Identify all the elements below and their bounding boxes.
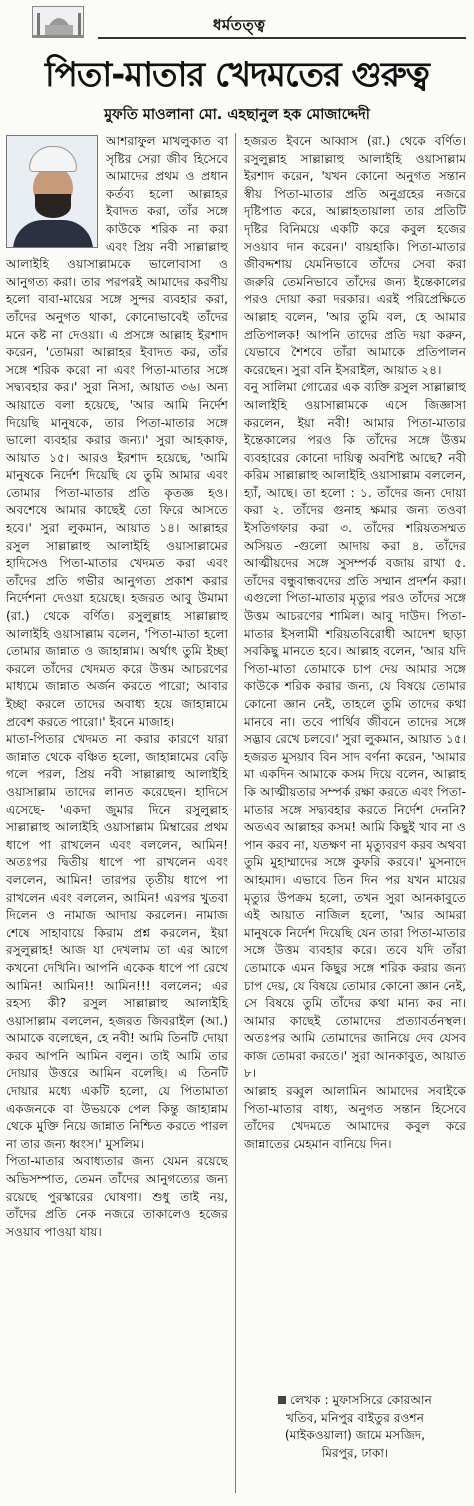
author-note xyxy=(244,1392,466,1462)
paragraph: মাতা-পিতার খেদমত না করার কারণে যারা জান্নাত থেকে বঞ্চিত হলো, জাহান্নামের বেড়ি গলে পরল, প্রিয় নবী সাল্লাল্লাহু আলাইহি ওয়াসাল্লাম তাদের লানত করেছেন। হাদিসে এসেছে- 'একদা জুমার দিনে রসুলুল্লাহ সাল্লাল্লাহু আলাইহি ওয়াসাল্লাম মিম্বারের প্রথম ধাপে পা রাখলেন এবং বললেন, আমিন! অতঃপর দ্বিতীয় ধাপে পা রাখলেন এবং বললেন, আমিন! তারপর তৃতীয় ধাপে পা রাখলেন এবং বললেন, আমিন! এরপর খুতবা দিলেন ও নামাজ আদায় করলেন। নামাজ শেষে সাহাবায়ে কিরাম প্রশ্ন করলেন, ইয়া রসুলুল্লাহ! আজ যা দেখলাম তা এর আগে কখনো দেখিনি। আপনি একেক ধাপে পা রেখে আমিন! আমিন!! আমিন!!! বললেন; এর রহস্য কী? রসুল সাল্লাল্লাহু আলাইহি ওয়াসাল্লাম বললেন, হজরত জিবরাইল (আ.) আমাকে বলেছেন, হে নবী! আমি তিনটি দোয়া করব আপনি আমিন বলুন। তাই আমি তার দোয়ার উত্তরে আমিন বলেছি। এ তিনটি দোয়ার মধ্যে একটি হলো, যে পিতামাতা একজনকে বা উভয়কে পেল কিন্তু জাহান্নাম থেকে মুক্তি নিয়ে জান্নাত নিশ্চিত করতে পারল না তার জন্য ধ্বংস।' মুসলিম। xyxy=(6,732,228,1151)
section-header xyxy=(8,4,466,44)
column-divider xyxy=(235,133,236,1493)
paragraph: বনু সালিমা গোত্রের এক ব্যক্তি রসুল সাল্লাল্লাহু আলাইহি ওয়াসাল্লামকে এসে জিজ্ঞাসা করলেন, ইয়া নবী! আমার পিতা-মাতার ইন্তেকালের পরও কি তাঁদের সঙ্গে উত্তম ব্যবহারের কোনো দায়িত্ব অবশিষ্ট আছে? নবী করিম সাল্লাল্লাহু আলাইহি ওয়াসাল্লাম বললেন, হ্যাঁ, আছে। তা হলো : ১. তাঁদের জন্য দোয়া করা ২. তাঁদের গুনাহ ক্ষমার জন্য তওবা ইসতিগফার করা ৩. তাঁদের শরিয়তসম্মত অসিয়ত -গুলো আদায় করা ৪. তাঁদের আত্মীয়দের সঙ্গে সুসম্পর্ক বজায় রাখা ৫. তাঁদের বন্ধুবান্ধবদের প্রতি সম্মান প্রদর্শন করা। এগুলো পিতা-মাতার মৃত্যুর পরও তাঁদের সঙ্গে উত্তম আচরণের শামিল। আবু দাউদ। পিতা-মাতার ইসলামী শরিয়তবিরোধী আদেশ ছাড়া সবকিছু মানতে হবে। আল্লাহ বলেন, 'আর যদি পিতা-মাতা তোমাকে চাপ দেয় আমার সঙ্গে কাউকে শরিক করার জন্য, যে বিষয়ে তোমার কোনো জ্ঞান নেই, তাহলে তুমি তাদের কথা মানবে না। তবে পার্থিব জীবনে তাদের সঙ্গে সদ্ভাব রেখে চলবে।' সুরা লুকমান, আয়াত ১৫। হজরত মুসয়াব বিন সাদ বর্ণনা করেন, 'আমার মা একদিন আমাকে কসম দিয়ে বলেন, আল্লাহ কি আত্মীয়তার সম্পর্ক রক্ষা করতে এবং পিতা-মাতার সঙ্গে সদ্ব্যবহার করতে নির্দেশ দেননি? অতএব আল্লাহর কসম! আমি কিছুই খাব না ও পান করব না, যতক্ষণ না মৃত্যুবরণ করব অথবা তুমি মুহাম্মাদের সঙ্গে কুফরি করবে।' মুসনাদে আহমাদ। এভাবে তিন দিন পর যখন মায়ের মৃত্যুর উপক্রম হলো, তখন সুরা আনকাবুতে এই আয়াত নাজিল হলো, 'আর আমরা মানুষকে নির্দেশ দিয়েছি যেন তারা পিতা-মাতার সঙ্গে উত্তম ব্যবহার করে। তবে যদি তাঁরা তোমাকে এমন কিছুর সঙ্গে শরিক করার জন্য চাপ দেয়, যে বিষয়ে তোমার কোনো জ্ঞান নেই, সে বিষয়ে তুমি তাঁদের কথা মান্য কর না। আমার কাছেই তোমাদের প্রত্যাবর্তনস্থল। অতঃপর আমি তোমাদের জানিয়ে দেব যেসব কাজ তোমরা করতে।' সুরা আনকাবুত, আয়াত ৮। xyxy=(244,380,466,1081)
section-label: ধর্মতত্ত্ব xyxy=(213,16,266,34)
author-note-line: (মাইকওয়ালা) জামে মসজিদ, xyxy=(284,1428,426,1443)
section-rule xyxy=(98,37,466,39)
author-note-line: মিরপুর, ঢাকা। xyxy=(321,1445,389,1460)
paragraph: আল্লাহ রব্বুল আলামিন আমাদের সবাইকে পিতা-মাতার বাধ্য, অনুগত সন্তান হিসেবে তাঁদের খেদমতে আমাদের কবুল করে জান্নাতের মেহমান বানিয়ে দিন। xyxy=(244,1084,466,1151)
author-photo xyxy=(6,135,98,248)
paragraph: আশরাফুল মাখলুকাত বা সৃষ্টির সেরা জীব হিসেবে আমাদের প্রথম ও প্রধান কর্তব্য হলো আল্লাহর ইবাদত করা, তাঁর সঙ্গে কাউকে শরিক না করা এবং প্রিয় নবী সাল্লাল্লাহু আলাইহি ওয়াসাল্লামকে ভালোবাসা ও আনুগত্য করা। তার পরপরই আমাদের করণীয় হলো বাবা-মায়ের সঙ্গে সুন্দর ব্যবহার করা, তাঁদের অনুগত থাকা, কোনোভাবেই তাঁদের মনে কষ্ট না দেওয়া। এ প্রসঙ্গে আল্লাহ ইরশাদ করেন, 'তোমরা আল্লাহর ইবাদত কর, তাঁর সঙ্গে শরিক করো না এবং পিতা-মাতার সঙ্গে সদ্ব্যবহার কর।' সুরা নিসা, আয়াত ৩৬। অন্য আয়াতে বলা হয়েছে, 'আর আমি নির্দেশ দিয়েছি মানুষকে, তার পিতা-মাতার সঙ্গে ভালো ব্যবহার করার জন্য।' সুরা আহকাফ, আয়াত ১৫। আরও ইরশাদ হয়েছে, 'আমি মানুষকে নির্দেশ দিয়েছি যে তুমি আমার এবং তোমার পিতা-মাতার প্রতি কৃতজ্ঞ হও। অবশেষে আমার কাছেই তো ফিরে আসতে হবে।' সুরা লুকমান, আয়াত ১৪। আল্লাহর রসুল সাল্লাল্লাহু আলাইহি ওয়াসাল্লামের হাদিসেও পিতা-মাতার খেদমত করা এবং তাঁদের প্রতি গভীর আনুগত্য প্রকাশ করার নির্দেশনা দেওয়া হয়েছে। হজরত আবু উমামা (রা.) থেকে বর্ণিত। রসুলুল্লাহ সাল্লাল্লাহু আলাইহি ওয়াসাল্লাম বলেন, 'পিতা-মাতা হলো তোমার জান্নাত ও জাহান্নাম। অর্থাৎ তুমি ইচ্ছা করলে তাঁদের খেদমত করে উত্তম আচরণের মাধ্যমে জান্নাত অর্জন করতে পারো; আবার ইচ্ছা করলে তাদের অবাধ্য হয়ে জাহান্নামে প্রবেশ করতে পারো।' ইবনে মাজাহ। xyxy=(6,134,228,729)
square-bullet-icon xyxy=(278,1396,286,1404)
right-column xyxy=(244,133,466,1378)
mosque-icon xyxy=(32,6,84,38)
author-note-line: লেখক : মুফাসসিরে কোরআন xyxy=(244,1392,466,1410)
left-column xyxy=(6,133,228,1443)
paragraph: হজরত ইবনে আব্বাস (রা.) থেকে বর্ণিত। রসুলুল্লাহ সাল্লাল্লাহু আলাইহি ওয়াসাল্লাম ইরশাদ করেন, 'যখন কোনো অনুগত সন্তান স্বীয় পিতা-মাতার প্রতি অনুগ্রহের নজরে দৃষ্টিপাত করে, আল্লাহতায়ালা তার প্রতিটি দৃষ্টির বিনিময়ে একটি করে কবুল হজের সওয়াব দান করেন।' বায়হাকি। পিতা-মাতার জীবদ্দশায় যেমনিভাবে তাঁদের সেবা করা জরুরি তেমনিভাবে তাঁদের জন্য ইন্তেকালের পরও দোয়া করা দরকার। এরই পরিপ্রেক্ষিতে আল্লাহ বলেন, 'আর তুমি বল, হে আমার প্রতিপালক! আপনি তাদের প্রতি দয়া করুন, যেভাবে শৈশবে তাঁরা আমাকে প্রতিপালন করেছেন। সুরা বনি ইসরাইল, আয়াত ২৪। xyxy=(244,134,466,377)
author-note-line: খতিব, মনিপুর বাইতুর রওশন xyxy=(285,1410,425,1425)
author-byline: মুফতি মাওলানা মো. এহছানুল হক মোজাদ্দেদী xyxy=(104,107,370,123)
paragraph: পিতা-মাতার অবাধ্যতার জন্য যেমন রয়েছে অভিসম্পাত, তেমন তাঁদের আনুগত্যের জন্য রয়েছে পুরস্কারের ঘোষণা। শুধু তাই নয়, তাঁদের প্রতি নেক নজরে তাকালেও হজের সওয়াব পাওয়া যায়। xyxy=(6,1154,228,1239)
headline: পিতা-মাতার খেদমতের গুরুত্ব xyxy=(45,55,429,95)
